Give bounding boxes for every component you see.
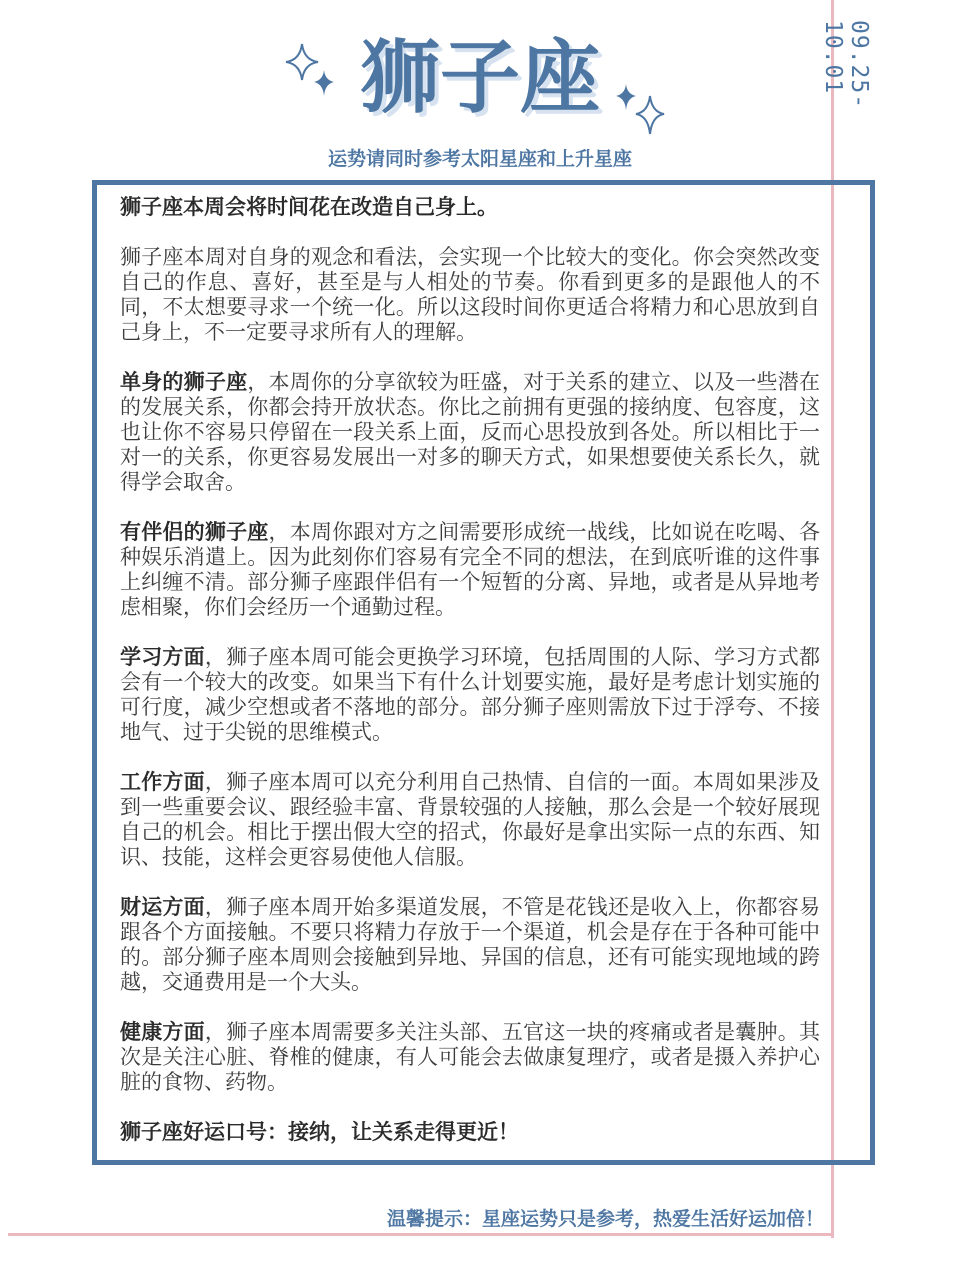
slogan: 狮子座好运口号：接纳，让关系走得更近！ [120,1120,519,1144]
section-text: ，狮子座本周开始多渠道发展，不管是花钱还是收入上，你都容易跟各个方面接触。不要只将精力存放于一个渠道，机会是存在于各种可能中的。部分狮子座本周则会接触到异地、异国的信息，还有可能实现地域的跨越，交通费用是一个大头。 [120,895,820,994]
section-health [120,1020,820,1095]
section-label: 单身的狮子座 [120,370,248,394]
section-label: 财运方面 [120,895,205,919]
footer-tip: 温馨提示：星座运势只是参考，热爱生活好运加倍！ [386,1208,824,1230]
sparkle-icon [284,42,336,98]
date-range: 09.25-10.01 [820,20,872,110]
section-label: 学习方面 [120,645,205,669]
subtitle: 运势请同时参考太阳星座和上升星座 [327,148,632,170]
section-single [120,370,820,495]
pink-horizontal-line [8,1233,834,1236]
section-study [120,645,820,745]
section-text: ，狮子座本周可能会更换学习环境，包括周围的人际、学习方式都会有一个较大的改变。如果当下有什么计划要实施，最好是考虑计划实施的可行度，减少空想或者不落地的部分。部分狮子座则需放下过于浮夸、不接地气、过于尖锐的思维模式。 [120,645,820,744]
section-label: 工作方面 [120,770,205,794]
intro-paragraph: 狮子座本周对自身的观念和看法，会实现一个比较大的变化。你会突然改变自己的作息、喜好，甚至是与人相处的节奏。你看到更多的是跟他人的不同，不太想要寻求一个统一化。所以这段时间你更适合将精力和心思放到自己身上，不一定要寻求所有人的理解。 [120,245,820,344]
section-text: ，本周你跟对方之间需要形成统一战线，比如说在吃喝、各种娱乐消遣上。因为此刻你们容易有完全不同的想法，在到底听谁的这件事上纠缠不清。部分狮子座跟伴侣有一个短暂的分离、异地，或者是从异地考虑相聚，你们会经历一个通勤过程。 [120,520,820,619]
headline: 狮子座本周会将时间花在改造自己身上。 [120,195,498,219]
section-text: ，本周你的分享欲较为旺盛，对于关系的建立、以及一些潜在的发展关系，你都会持开放状态。你比之前拥有更强的接纳度、包容度，这也让你不容易只停留在一段关系上面，反而心思投放到各处。所以相比于一对一的关系，你更容易发展出一对多的聊天方式，如果想要使关系长久，就得学会取舍。 [120,370,820,494]
article-body [120,195,820,1170]
section-label: 有伴侣的狮子座 [120,520,269,544]
section-partner [120,520,820,620]
section-work [120,770,820,870]
section-finance [120,895,820,995]
section-text: ，狮子座本周可以充分利用自己热情、自信的一面。本周如果涉及到一些重要会议、跟经验丰富、背景较强的人接触，那么会是一个较好展现自己的机会。相比于摆出假大空的招式，你最好是拿出实际一点的东西、知识、技能，这样会更容易使他人信服。 [120,770,820,869]
sparkle-icon [614,82,666,138]
page-title: 狮子座 [360,31,600,124]
section-text: ，狮子座本周需要多关注头部、五官这一块的疼痛或者是囊肿。其次是关注心脏、脊椎的健康，有人可能会去做康复理疗，或者是摄入养护心脏的食物、药物。 [120,1020,820,1094]
section-label: 健康方面 [120,1020,205,1044]
